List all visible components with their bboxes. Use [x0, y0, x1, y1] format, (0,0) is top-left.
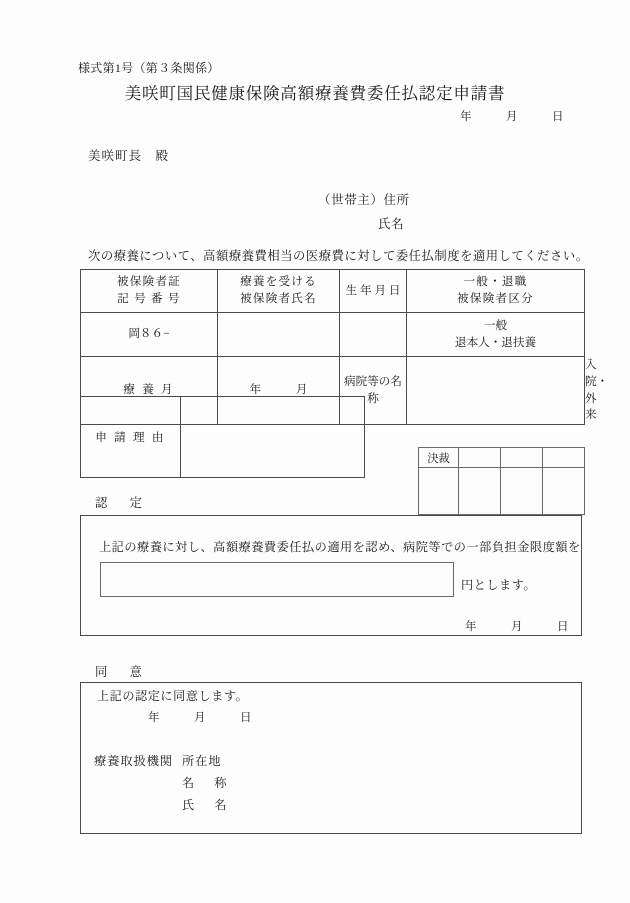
header-patient-name	[218, 270, 340, 313]
consent-person-name-label: 氏 名	[182, 798, 231, 812]
certification-section-label: 認 定	[95, 496, 147, 510]
value-application-reason[interactable]	[181, 397, 365, 478]
householder-name-label: 氏名	[378, 217, 405, 231]
header-birthdate-label: 生 年 月 日	[345, 283, 401, 297]
value-hospital-name[interactable]	[407, 357, 585, 425]
form-number: 様式第1号（第３条関係）	[78, 61, 220, 75]
approval-stamp-cell-3[interactable]	[501, 468, 543, 515]
value-insured-category[interactable]	[407, 313, 585, 357]
page-title: 美咲町国民健康保険高額療養費委任払認定申請書	[124, 84, 506, 103]
header-patient-line1: 療養を受ける	[240, 275, 317, 289]
value-insurance-card-number[interactable]: 岡８６−	[81, 313, 218, 357]
category-option-retired[interactable]: 退本人・退扶養	[454, 335, 537, 349]
consent-address-label: 所在地	[182, 754, 222, 768]
header-birthdate	[340, 270, 407, 313]
application-reason-table	[80, 396, 365, 478]
application-reason-text: 申 請 理 由	[95, 431, 166, 444]
consent-institution-label: 療養取扱機関	[94, 754, 174, 768]
value-birthdate[interactable]	[340, 313, 407, 357]
header-insurance-card-line1: 被保険者証	[117, 275, 181, 289]
date-day-label: 日	[552, 111, 564, 123]
approval-stamp-grid	[418, 447, 585, 515]
certification-date-day: 日	[557, 621, 569, 633]
approval-label: 決裁	[419, 448, 459, 468]
approval-stamp-cell-4[interactable]	[543, 468, 585, 515]
header-category-line1: 一般・退職	[463, 275, 528, 289]
label-application-reason	[81, 397, 181, 478]
approval-header-cell-2[interactable]	[501, 448, 543, 468]
treatment-row: 療 養 月 年 月 病院等の名称 入院・外来	[81, 357, 585, 425]
consent-institution-name-label: 名 称	[182, 776, 231, 790]
approval-stamp-cell-1[interactable]	[419, 468, 459, 515]
approval-header-row	[419, 448, 585, 468]
header-insured-category	[407, 270, 585, 313]
consent-date-year: 年	[148, 712, 160, 724]
table-value-row	[81, 313, 585, 357]
approval-stamp-cell-2[interactable]	[459, 468, 501, 515]
consent-date-line	[148, 713, 252, 725]
category-option-general[interactable]: 一般	[483, 318, 508, 332]
value-patient-name[interactable]	[218, 313, 340, 357]
header-patient-line2: 被保険者氏名	[240, 292, 317, 305]
header-insurance-card	[81, 270, 218, 313]
householder-address-label: （世帯主）住所	[318, 193, 410, 207]
treatment-month-text: 療 養 月	[123, 383, 175, 397]
approval-stamp-row	[419, 468, 585, 515]
header-category-line2: 被保険者区分	[457, 292, 534, 305]
application-date-line	[460, 112, 564, 124]
consent-date-month: 月	[194, 712, 206, 724]
certification-date-year: 年	[465, 621, 477, 633]
table-header-row	[81, 270, 585, 313]
reason-row	[81, 397, 365, 478]
certification-amount-input[interactable]	[100, 562, 454, 597]
approval-header-cell-1[interactable]	[459, 448, 501, 468]
consent-date-day: 日	[240, 712, 252, 724]
label-hospital-name: 病院等の名称	[340, 357, 407, 425]
approval-header-cell-3[interactable]	[543, 448, 585, 468]
date-month-label: 月	[506, 111, 518, 123]
consent-statement: 上記の認定に同意します。	[97, 689, 249, 703]
lead-instruction-text: 次の療養について、高額療養費相当の医療費に対して委任払制度を適用してください。	[88, 249, 589, 263]
certification-statement: 上記の療養に対し、高額療養費委任払の適用を認め、病院等での一部負担金限度額を	[99, 540, 581, 554]
value-treatment-month[interactable]: 年 月	[218, 357, 340, 425]
certification-date-month: 月	[511, 621, 523, 633]
addressee: 美咲町長 殿	[88, 149, 170, 163]
header-insurance-card-line2: 記 号 番 号	[117, 292, 181, 305]
certification-amount-suffix: 円とします。	[461, 578, 537, 592]
consent-section-label: 同 意	[95, 665, 147, 679]
date-year-label: 年	[460, 111, 472, 123]
certification-date-line	[465, 622, 569, 634]
